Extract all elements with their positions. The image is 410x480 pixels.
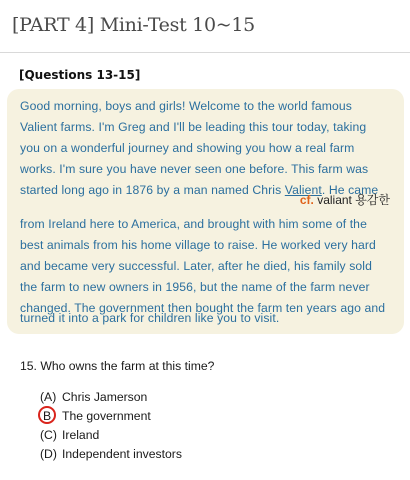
option-letter: (A) <box>40 390 57 404</box>
passage-line: changed. The government then bought the farm ten years ago and <box>20 301 386 315</box>
passage-line: Valient farms. I'm Greg and I'll be leading this tour today, taking <box>20 120 367 134</box>
passage-line-tail: . He came <box>321 183 379 197</box>
page-title: [PART 4] Mini-Test 10~15 <box>12 14 255 36</box>
note-cf-label: cf. <box>299 193 314 207</box>
option-letter: (C) <box>40 428 57 442</box>
questions-range-label: [Questions 13-15] <box>19 68 141 82</box>
passage-line: works. I'm sure you have never seen one before. This farm was <box>20 162 369 176</box>
underlined-word: Valient <box>284 183 322 197</box>
passage-line-text: started long ago in 1876 by a man named Chris <box>20 183 282 197</box>
option-text: The government <box>62 409 151 423</box>
option-text: Chris Jamerson <box>62 390 148 404</box>
vocab-note <box>300 191 390 208</box>
question-text: 15. Who owns the farm at this time? <box>20 359 215 373</box>
passage-line: and became very successful. Later, after he died, his family sold <box>20 259 372 273</box>
page-header <box>0 0 410 53</box>
passage-line: turned it into a park for children like you to visit. <box>20 311 280 325</box>
option-text: Ireland <box>62 428 100 442</box>
answer-option-c[interactable] <box>40 428 99 442</box>
answer-option-b[interactable] <box>40 409 151 423</box>
passage-line: the farm to new owners in 1956, but the name of the farm never <box>20 280 370 294</box>
option-letter-wrap <box>40 409 62 423</box>
passage-line: best animals from his home village to raise. He worked very hard <box>20 238 376 252</box>
option-text: Independent investors <box>62 447 182 461</box>
passage-box <box>7 89 404 334</box>
passage-line: you on a wonderful journey and showing you how a real farm <box>20 141 355 155</box>
passage-line: Good morning, boys and girls! Welcome to the world famous <box>20 99 352 113</box>
answer-option-d[interactable] <box>40 447 182 461</box>
option-letter: B <box>43 409 52 423</box>
passage-line: from Ireland here to America, and brought with him some of the <box>20 217 367 231</box>
option-letter: (D) <box>40 447 57 461</box>
note-text: valiant 용감한 <box>317 193 390 207</box>
answer-option-a[interactable] <box>40 390 147 404</box>
